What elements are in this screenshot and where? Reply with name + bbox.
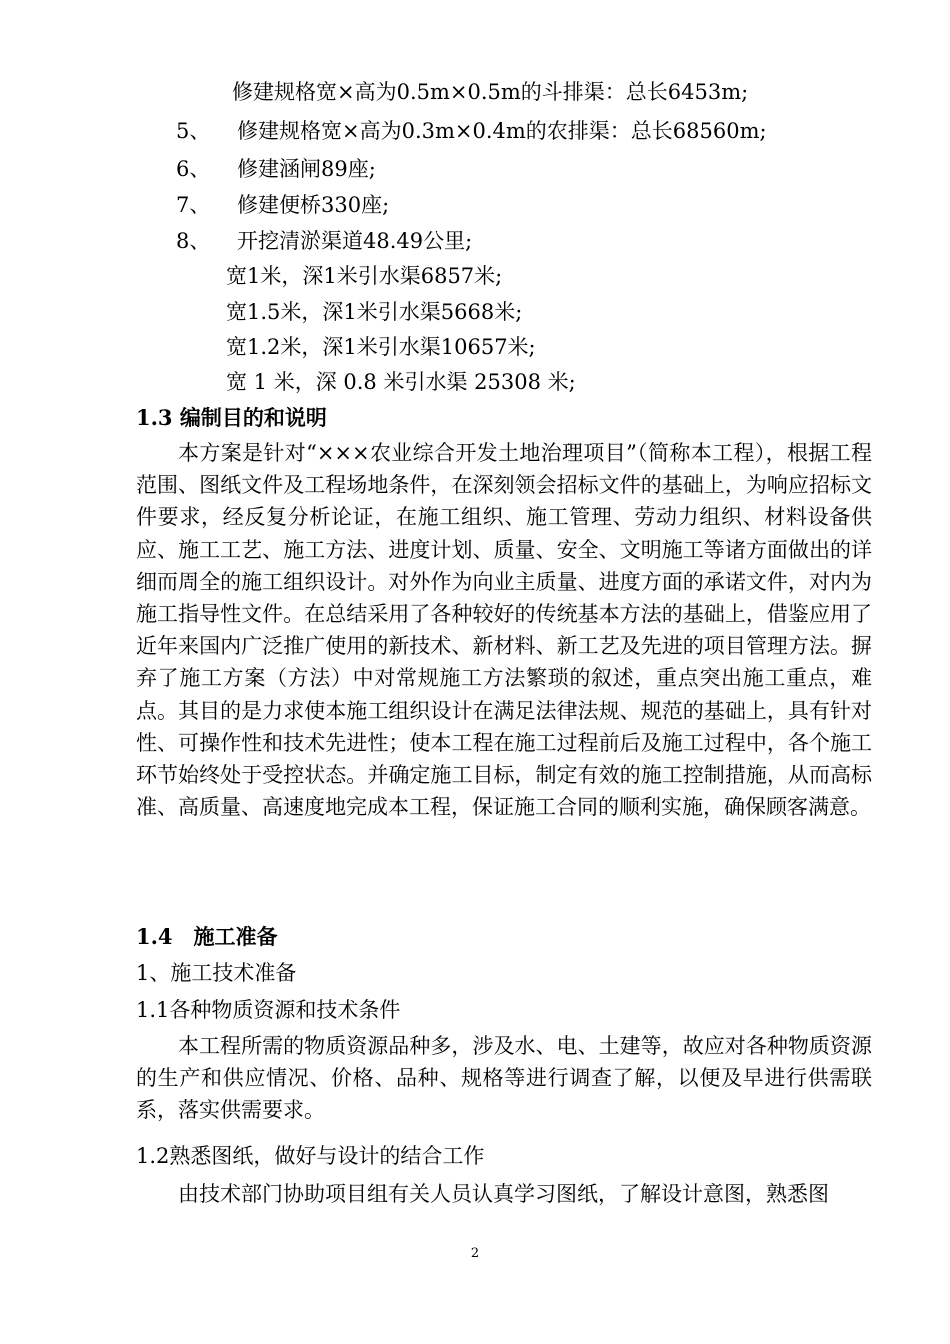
list-item-4-continuation: 修建规格宽×高为0.5m×0.5m的斗排渠：总长6453m; [232,80,749,104]
subheading-resources: 1.1各种物质资源和技术条件 [136,998,401,1022]
list-number-6: 6、 [176,157,211,181]
list-item-7: 修建便桥330座; [237,193,390,217]
channel-line: 宽 1 米，深 0.8 米引水渠 25308 米; [226,370,576,394]
list-number-5: 5、 [176,119,211,143]
subheading-tech-prep: 1、施工技术准备 [136,961,297,985]
channel-line: 宽1米，深1米引水渠6857米; [226,264,503,288]
channel-line: 宽1.5米，深1米引水渠5668米; [226,300,523,324]
list-number-8: 8、 [176,229,211,253]
list-item-6: 修建涵闸89座; [237,157,376,181]
list-number-7: 7、 [176,193,211,217]
channel-line: 宽1.2米，深1米引水渠10657米; [226,335,536,359]
list-item-5: 修建规格宽×高为0.3m×0.4m的农排渠：总长68560m; [237,119,767,143]
resources-paragraph: 本工程所需的物质资源品种多，涉及水、电、土建等，故应对各种物质资源的生产和供应情况、价格、品种、规格等进行调查了解，以便及早进行供需联系，落实供需要求。 [136,1034,872,1123]
drawings-paragraph: 由技术部门协助项目组有关人员认真学习图纸，了解设计意图，熟悉图 [178,1182,829,1206]
section-1-3-paragraph: 本方案是针对“×××农业综合开发土地治理项目”（简称本工程），根据工程范围、图纸文件及工程场地条件，在深刻领会招标文件的基础上，为响应招标文件要求，经反复分析论证，在施工组织、施工管理、劳动力组织、材料设备供应、施工工艺、施工方法、进度计划、质量、安全、文明施工等诸方面做出的详细而周全的施工组织设计。对外作为向业主质量、进度方面的承诺文件，对内为施工指导性文件。在总结采用了各种较好的传统基本方法的基础上，借鉴应用了近年来国内广泛推广使用的新技术、新材料、新工艺及先进的项目管理方法。摒弃了施工方案（方法）中对常规施工方法繁琐的叙述，重点突出施工重点，难点。其目的是力求使本施工组织设计在满足法律法规、规范的基础上，具有针对性、可操作性和技术先进性；使本工程在施工过程前后及施工过程中，各个施工环节始终处于受控状态。并确定施工目标，制定有效的施工控制措施，从而高标准、高质量、高速度地完成本工程，保证施工合同的顺利实施，确保顾客满意。 [136,441,872,820]
subheading-drawings: 1.2熟悉图纸，做好与设计的结合工作 [136,1144,485,1168]
section-heading-1-3: 1.3 编制目的和说明 [136,405,327,430]
page-number: 2 [470,1246,480,1261]
section-heading-1-4: 1.4 施工准备 [136,924,278,949]
list-item-8: 开挖清淤渠道48.49公里; [237,229,473,253]
